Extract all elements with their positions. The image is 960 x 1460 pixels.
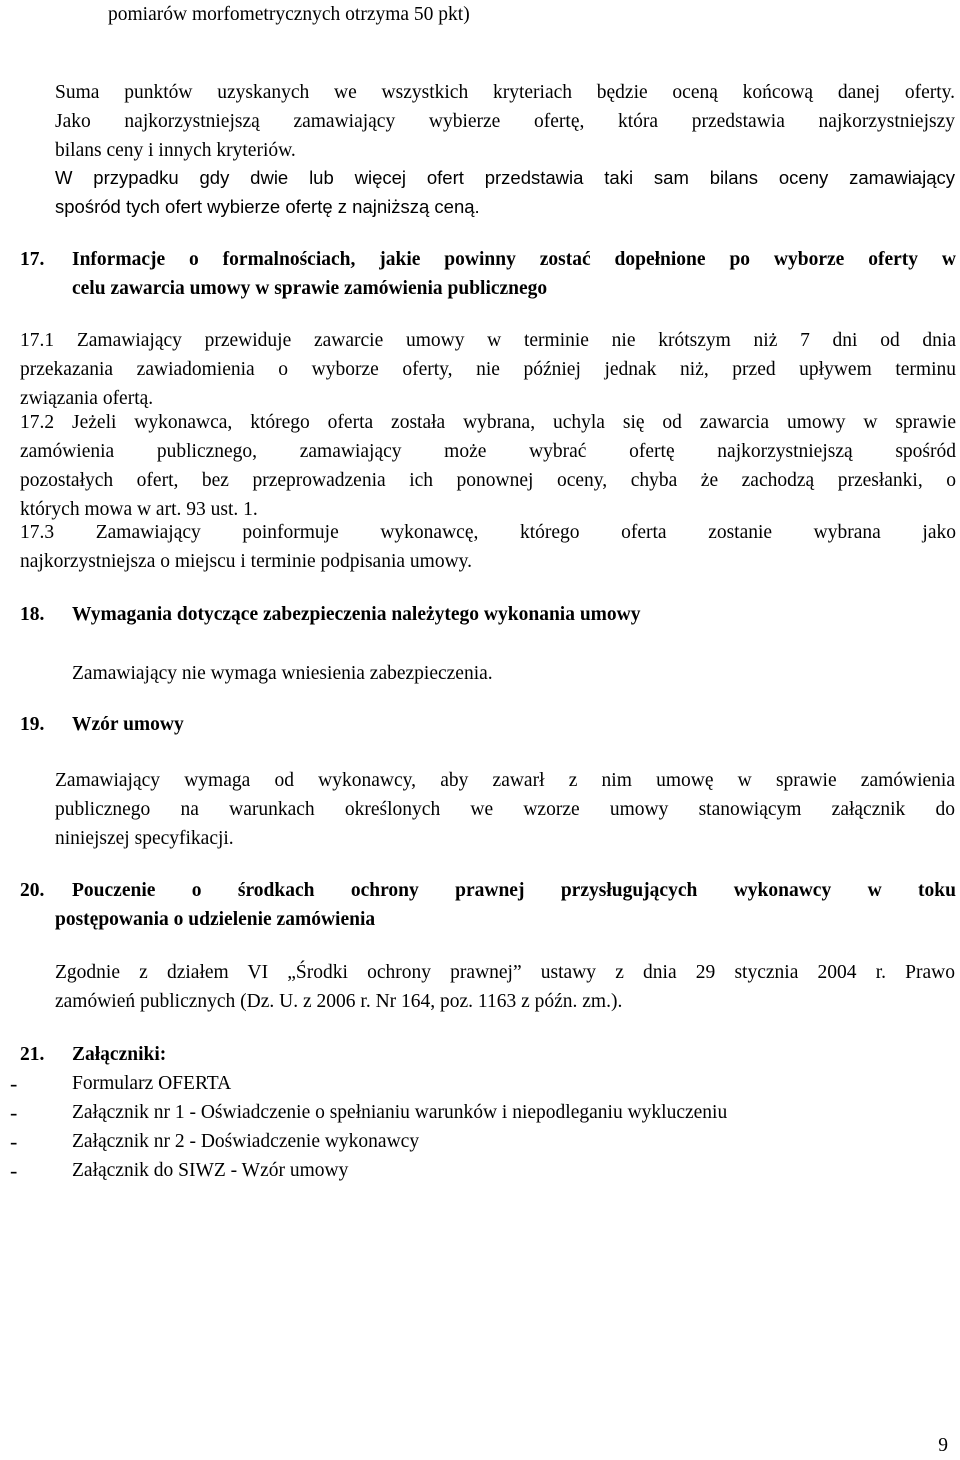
paragraph-line: związania ofertą. [20,388,154,409]
paragraph-17-3 [20,518,956,576]
section-19-body [55,766,955,853]
list-item-text: Załącznik nr 2 - Doświadczenie wykonawcy [72,1131,420,1152]
body-line: Zamawiający wymaga od wykonawcy, aby zawarł z nim umowę w sprawie zamówienia [55,770,955,791]
section-17-heading [20,245,956,305]
list-item [0,1069,960,1099]
body-line: publicznego na warunkach określonych we wzorze umowy stanowiącym załącznik do [55,799,955,820]
section-number: 19. [20,714,45,735]
bullet-dash: - [10,1071,18,1096]
tie-line: spośród tych ofert wybierze ofertę z najniższą ceną. [55,196,480,217]
intro-line: pomiarów morfometrycznych otrzyma 50 pkt) [108,4,470,25]
paragraph-line: najkorzystniejsza o miejscu i terminie podpisania umowy. [20,551,473,572]
section-title: Wzór umowy [72,714,184,735]
tie-line: W przypadku gdy dwie lub więcej ofert przedstawia taki sam bilans oceny zamawiający [55,167,955,188]
bullet-dash: - [10,1129,18,1154]
summary-paragraph [55,78,955,165]
list-item [0,1098,960,1128]
section-number: 21. [20,1044,45,1065]
bullet-dash: - [10,1100,18,1125]
section-18-body: Zamawiający nie wymaga wniesienia zabezpieczenia. [72,663,493,684]
list-item-text: Formularz OFERTA [72,1073,232,1094]
section-title-text: Pouczenie o środkach ochrony prawnej przysługujących wykonawcy w toku [72,880,956,901]
bullet-dash: - [10,1158,18,1183]
body-line: Zgodnie z działem VI „Środki ochrony prawnej” ustawy z dnia 29 stycznia 2004 r. Prawo [55,962,955,983]
paragraph-line: pozostałych ofert, bez przeprowadzenia ich ponownej oceny, chyba że zachodzą przesłanki, o [20,470,956,491]
list-item-text: Załącznik do SIWZ - Wzór umowy [72,1160,349,1181]
paragraph-line: 17.1 Zamawiający przewiduje zawarcie umowy w terminie nie krótszym niż 7 dni od dnia [20,330,956,351]
list-item [0,1127,960,1157]
body-line: zamówień publicznych (Dz. U. z 2006 r. Nr 164, poz. 1163 z późn. zm.). [55,991,623,1012]
section-19-heading [20,710,956,740]
section-21-heading [20,1040,956,1070]
section-number: 17. [20,249,45,270]
paragraph-line: 17.2 Jeżeli wykonawca, którego oferta została wybrana, uchyla się od zawarcia umowy w sprawie [20,412,956,433]
summary-line: Suma punktów uzyskanych we wszystkich kryteriach będzie oceną końcową danej oferty. [55,82,955,103]
section-title-line: postępowania o udzielenie zamówienia [55,909,376,930]
section-number: 18. [20,604,45,625]
section-20-body [55,958,955,1016]
list-item [0,1156,960,1186]
paragraph-17-1 [20,326,956,413]
section-20-heading [20,876,956,934]
paragraph-17-2 [20,408,956,524]
tie-break-paragraph [55,163,955,221]
list-item-text: Załącznik nr 1 - Oświadczenie o spełnianiu warunków i niepodleganiu wykluczeniu [72,1102,728,1123]
body-line: niniejszej specyfikacji. [55,828,234,849]
section-title-line: Informacje o formalnościach, jakie powinny zostać dopełnione po wyborze oferty w [72,249,956,270]
page-number: 9 [938,1435,948,1456]
section-title-line [20,876,956,905]
paragraph-line: których mowa w art. 93 ust. 1. [20,499,258,520]
section-number: 20. [20,880,45,901]
paragraph-line: przekazania zawiadomienia o wyborze oferty, nie później jednak niż, przed upływem terminu [20,359,956,380]
paragraph-line: 17.3 Zamawiający poinformuje wykonawcę, którego oferta zostanie wybrana jako [20,522,956,543]
section-18-heading [20,600,956,630]
summary-line: Jako najkorzystniejszą zamawiający wybierze ofertę, która przedstawia najkorzystniejszy [55,111,955,132]
paragraph-line: zamówienia publicznego, zamawiający może wybrać ofertę najkorzystniejszą spośród [20,441,956,462]
section-title: Wymagania dotyczące zabezpieczenia należytego wykonania umowy [72,604,641,625]
section-title: Załączniki: [72,1044,167,1065]
summary-line: bilans ceny i innych kryteriów. [55,140,296,161]
section-title-line: celu zawarcia umowy w sprawie zamówienia publicznego [72,278,548,299]
